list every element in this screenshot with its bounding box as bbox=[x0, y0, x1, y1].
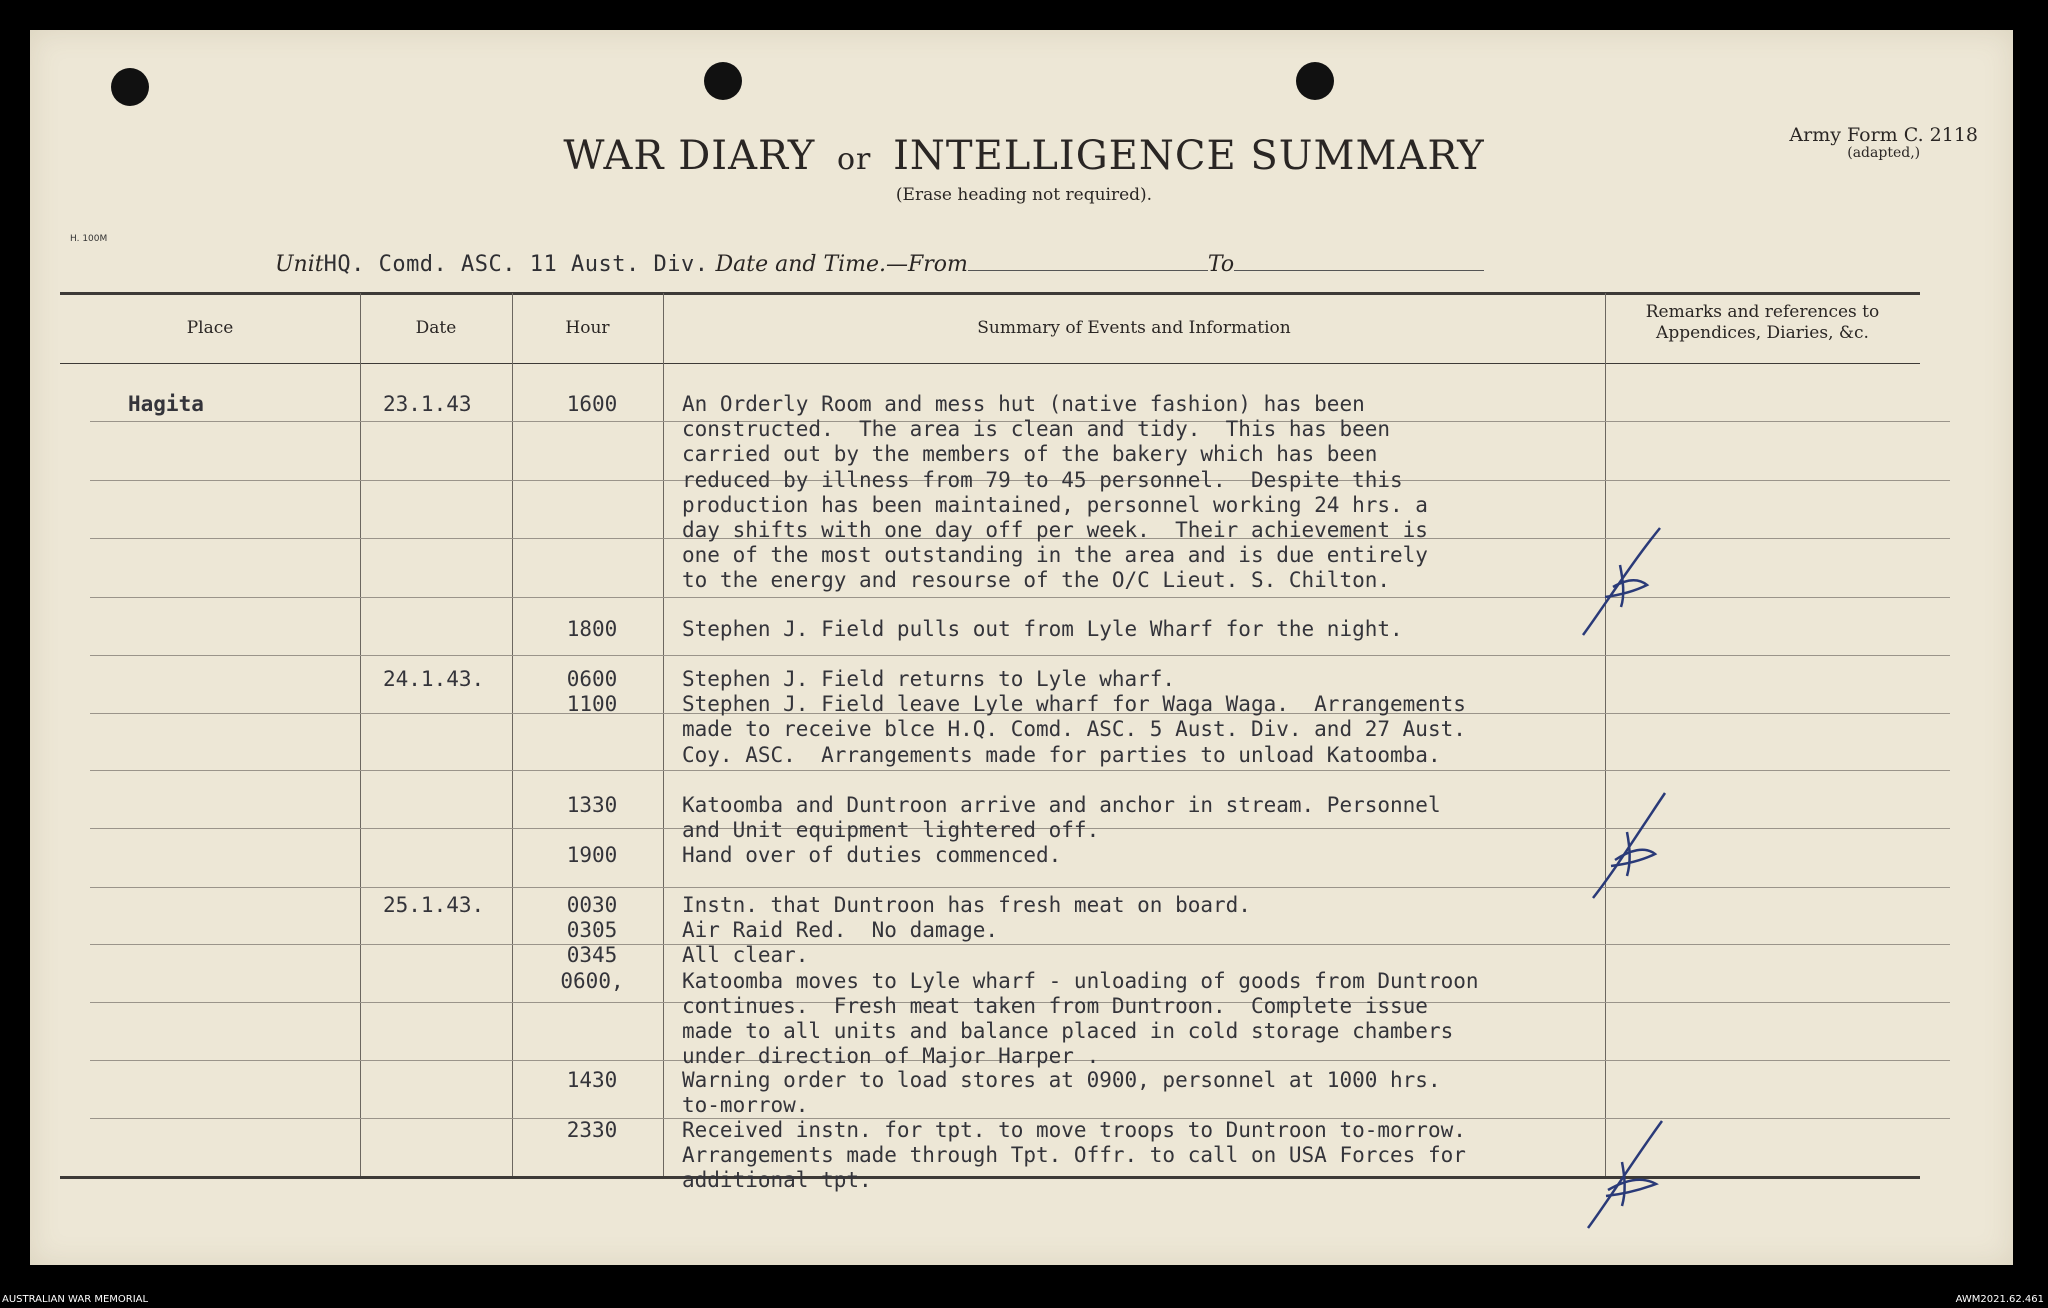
row-rule bbox=[90, 770, 1950, 771]
hour-cell: 1330 bbox=[566, 793, 618, 817]
handwritten-initials bbox=[1575, 525, 1675, 640]
column-divider bbox=[663, 293, 664, 1176]
hour-cell: 1430 bbox=[566, 1068, 618, 1092]
date-to-field bbox=[1234, 270, 1484, 271]
army-form-number: Army Form C. 2118 bbox=[1789, 124, 1978, 146]
hour-cell: 1900 bbox=[566, 843, 618, 867]
date-time-label: Date and Time.—From bbox=[715, 252, 968, 277]
unit-line bbox=[275, 252, 1484, 277]
unit-value: HQ. Comd. ASC. 11 Aust. Div. bbox=[323, 252, 709, 277]
column-divider bbox=[512, 293, 513, 1176]
summary-cell: Received instn. for tpt. to move troops to Duntroon to-morrow. Arrangements made through Tpt. Offr. to call on USA Forces for additional tpt. bbox=[682, 1118, 1466, 1193]
date-cell: 25.1.43. bbox=[383, 893, 485, 917]
handwritten-initials bbox=[1580, 1118, 1690, 1233]
col-head-date: Date bbox=[415, 318, 457, 338]
date-cell: 23.1.43 bbox=[383, 392, 472, 416]
date-from-field bbox=[968, 270, 1208, 271]
punch-hole bbox=[111, 68, 149, 106]
footer-right: AWM2021.62.461 bbox=[1955, 1294, 2044, 1305]
column-divider bbox=[360, 293, 361, 1176]
footer-left: AUSTRALIAN WAR MEMORIAL bbox=[2, 1294, 149, 1305]
summary-cell: Stephen J. Field returns to Lyle wharf. Stephen J. Field leave Lyle wharf for Waga Waga. Arrangements made to receive blce H.Q. Comd. ASC. 5 Aust. Div. and 27 Aust. Coy. ASC. Arrangements made for parties to unload Katoomba. bbox=[682, 667, 1466, 767]
date-cell: 24.1.43. bbox=[383, 667, 485, 691]
army-form-label bbox=[1789, 125, 1978, 161]
summary-cell: Warning order to load stores at 0900, personnel at 1000 hrs. to-morrow. bbox=[682, 1068, 1441, 1118]
form-title bbox=[0, 133, 2048, 179]
form-code: H. 100M bbox=[70, 234, 108, 244]
punch-hole bbox=[704, 62, 742, 100]
title-intelligence-summary: INTELLIGENCE SUMMARY bbox=[893, 133, 1485, 179]
place-cell: Hagita bbox=[128, 392, 204, 416]
punch-hole bbox=[1296, 62, 1334, 100]
army-form-adapted: (adapted,) bbox=[1847, 144, 1921, 161]
title-war-diary: WAR DIARY bbox=[563, 133, 816, 179]
col-head-summary: Summary of Events and Information bbox=[977, 318, 1291, 338]
summary-cell: Katoomba and Duntroon arrive and anchor in stream. Personnel and Unit equipment lightered off. bbox=[682, 793, 1441, 843]
hour-cell: 1600 bbox=[566, 392, 618, 416]
col-head-hour: Hour bbox=[565, 318, 610, 338]
column-divider bbox=[1605, 293, 1606, 1176]
col-head-place: Place bbox=[186, 318, 234, 338]
hour-cell: 2330 bbox=[566, 1118, 618, 1142]
summary-cell: An Orderly Room and mess hut (native fashion) has been constructed. The area is clean and tidy. This has been carried out by the members of the bakery which has been reduced by illness from 79 to 45 personnel. Despite this production has been maintained, personnel working 24 hrs. a day shifts with one day off per week. Their achievement is one of the most outstanding in the area and is due entirely to the energy and resourse of the O/C Lieut. S. Chilton. bbox=[682, 392, 1428, 593]
table-top-border bbox=[60, 292, 1920, 295]
col-head-remarks: Remarks and references to Appendices, Diaries, &c. bbox=[1645, 302, 1880, 344]
hour-cell: 0030 0305 0345 0600, bbox=[560, 893, 624, 993]
title-or: or bbox=[837, 142, 872, 177]
form-subtitle: (Erase heading not required). bbox=[895, 185, 1153, 205]
summary-cell: Instn. that Duntroon has fresh meat on board. Air Raid Red. No damage. All clear. Katoomba moves to Lyle wharf - unloading of goods from Duntroon continues. Fresh meat taken from Duntroon. Complete issue made to all units and balance placed in cold storage chambers under direction of Major Harper . bbox=[682, 893, 1479, 1069]
unit-label: Unit bbox=[275, 252, 324, 277]
row-rule bbox=[90, 655, 1950, 656]
to-label: To bbox=[1207, 252, 1235, 277]
summary-cell: Hand over of duties commenced. bbox=[682, 843, 1062, 867]
hour-cell: 0600 1100 bbox=[566, 667, 618, 717]
handwritten-initials bbox=[1585, 790, 1685, 905]
table-header-border bbox=[60, 363, 1920, 364]
hour-cell: 1800 bbox=[566, 617, 618, 641]
summary-cell: Stephen J. Field pulls out from Lyle Wharf for the night. bbox=[682, 617, 1403, 641]
